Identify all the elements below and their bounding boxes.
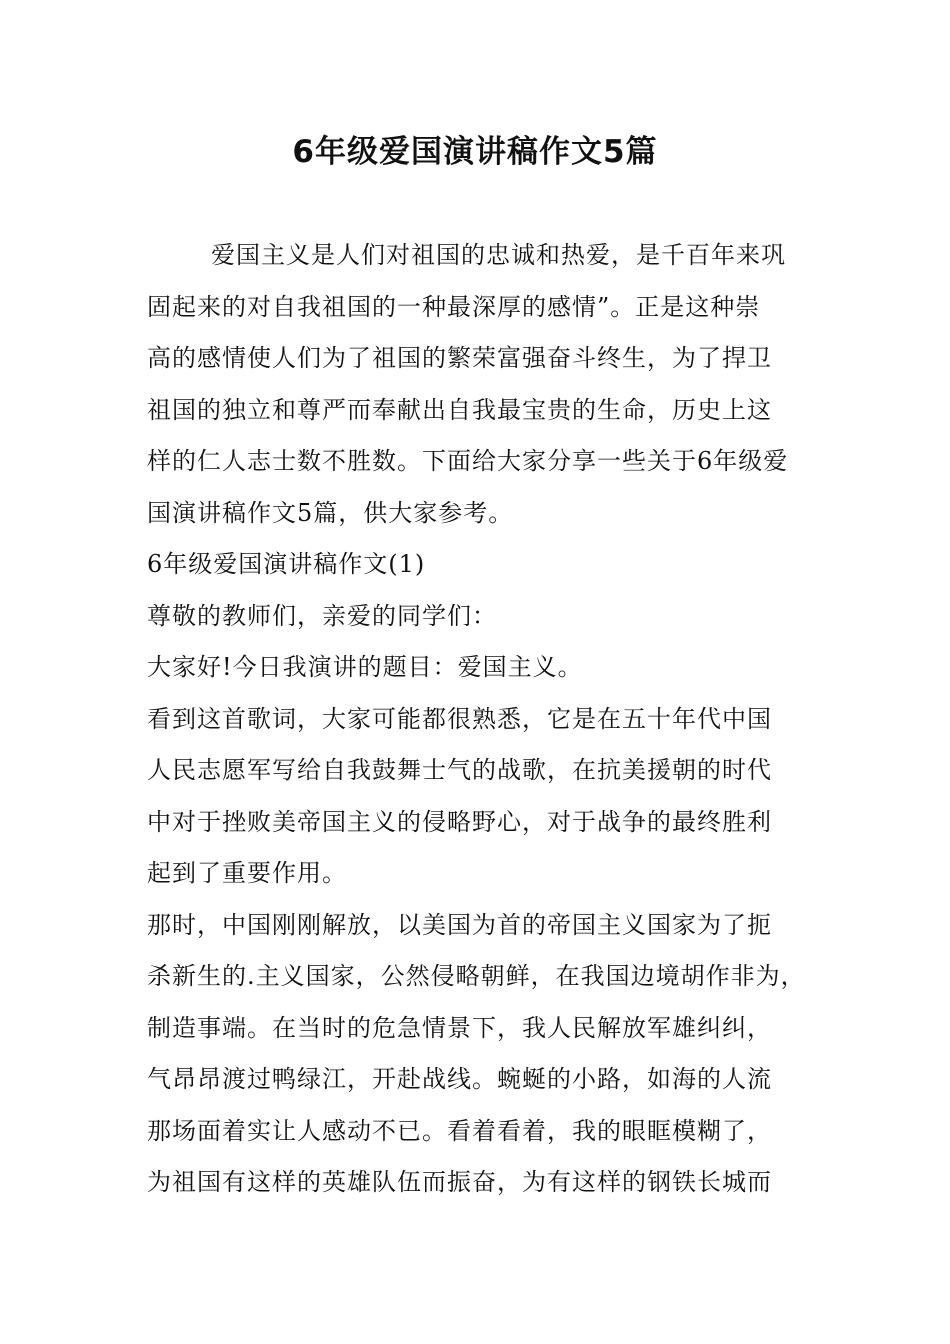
paragraph-line: 国演讲稿作文5篇，供大家参考。 bbox=[147, 498, 514, 527]
paragraph-line: 制造事端。在当时的危急情景下，我人民解放军雄纠纠， bbox=[147, 1013, 772, 1042]
paragraph-line: 大家好!今日我演讲的题目：爱国主义。 bbox=[147, 653, 583, 681]
paragraph-line: 人民志愿军写给自我鼓舞士气的战歌，在抗美援朝的时代 bbox=[147, 756, 772, 784]
document-title: 6年级爱国演讲稿作文5篇 bbox=[292, 134, 658, 170]
paragraph-line: 样的仁人志士数不胜数。下面给大家分享一些关于6年级爱 bbox=[147, 447, 789, 475]
paragraph-line: 气昂昂渡过鸭绿江，开赴战线。蜿蜒的小路，如海的人流 bbox=[147, 1065, 772, 1093]
paragraph-line: 看到这首歌词，大家可能都很熟悉，它是在五十年代中国 bbox=[147, 704, 772, 733]
paragraph-line: 爱国主义是人们对祖国的忠诚和热爱，是千百年来巩 bbox=[211, 241, 786, 269]
paragraph-line: 高的感情使人们为了祖国的繁荣富强奋斗终生，为了捍卫 bbox=[147, 344, 772, 372]
section-heading: 6年级爱国演讲稿作文(1) bbox=[147, 550, 426, 578]
salutation-line: 尊敬的教师们，亲爱的同学们： bbox=[147, 601, 497, 630]
document-body bbox=[147, 230, 837, 1209]
paragraph-line: 中对于挫败美帝国主义的侵略野心，对于战争的最终胜利 bbox=[147, 807, 772, 836]
paragraph-line: 起到了重要作用。 bbox=[147, 859, 347, 887]
paragraph-line: 那场面着实让人感动不已。看着看着，我的眼眶模糊了， bbox=[147, 1116, 772, 1145]
paragraph-line: 那时，中国刚刚解放，以美国为首的帝国主义国家为了扼 bbox=[147, 910, 772, 939]
paragraph-line: 祖国的独立和尊严而奉献出自我最宝贵的生命，历史上这 bbox=[147, 395, 772, 424]
paragraph-line: 固起来的对自我祖国的一种最深厚的感情”。正是这种崇 bbox=[147, 292, 761, 321]
paragraph-line: 为祖国有这样的英雄队伍而振奋，为有这样的钢铁长城而 bbox=[147, 1168, 772, 1196]
paragraph-line: 杀新生的.主义国家，公然侵略朝鲜，在我国边境胡作非为， bbox=[147, 962, 806, 990]
